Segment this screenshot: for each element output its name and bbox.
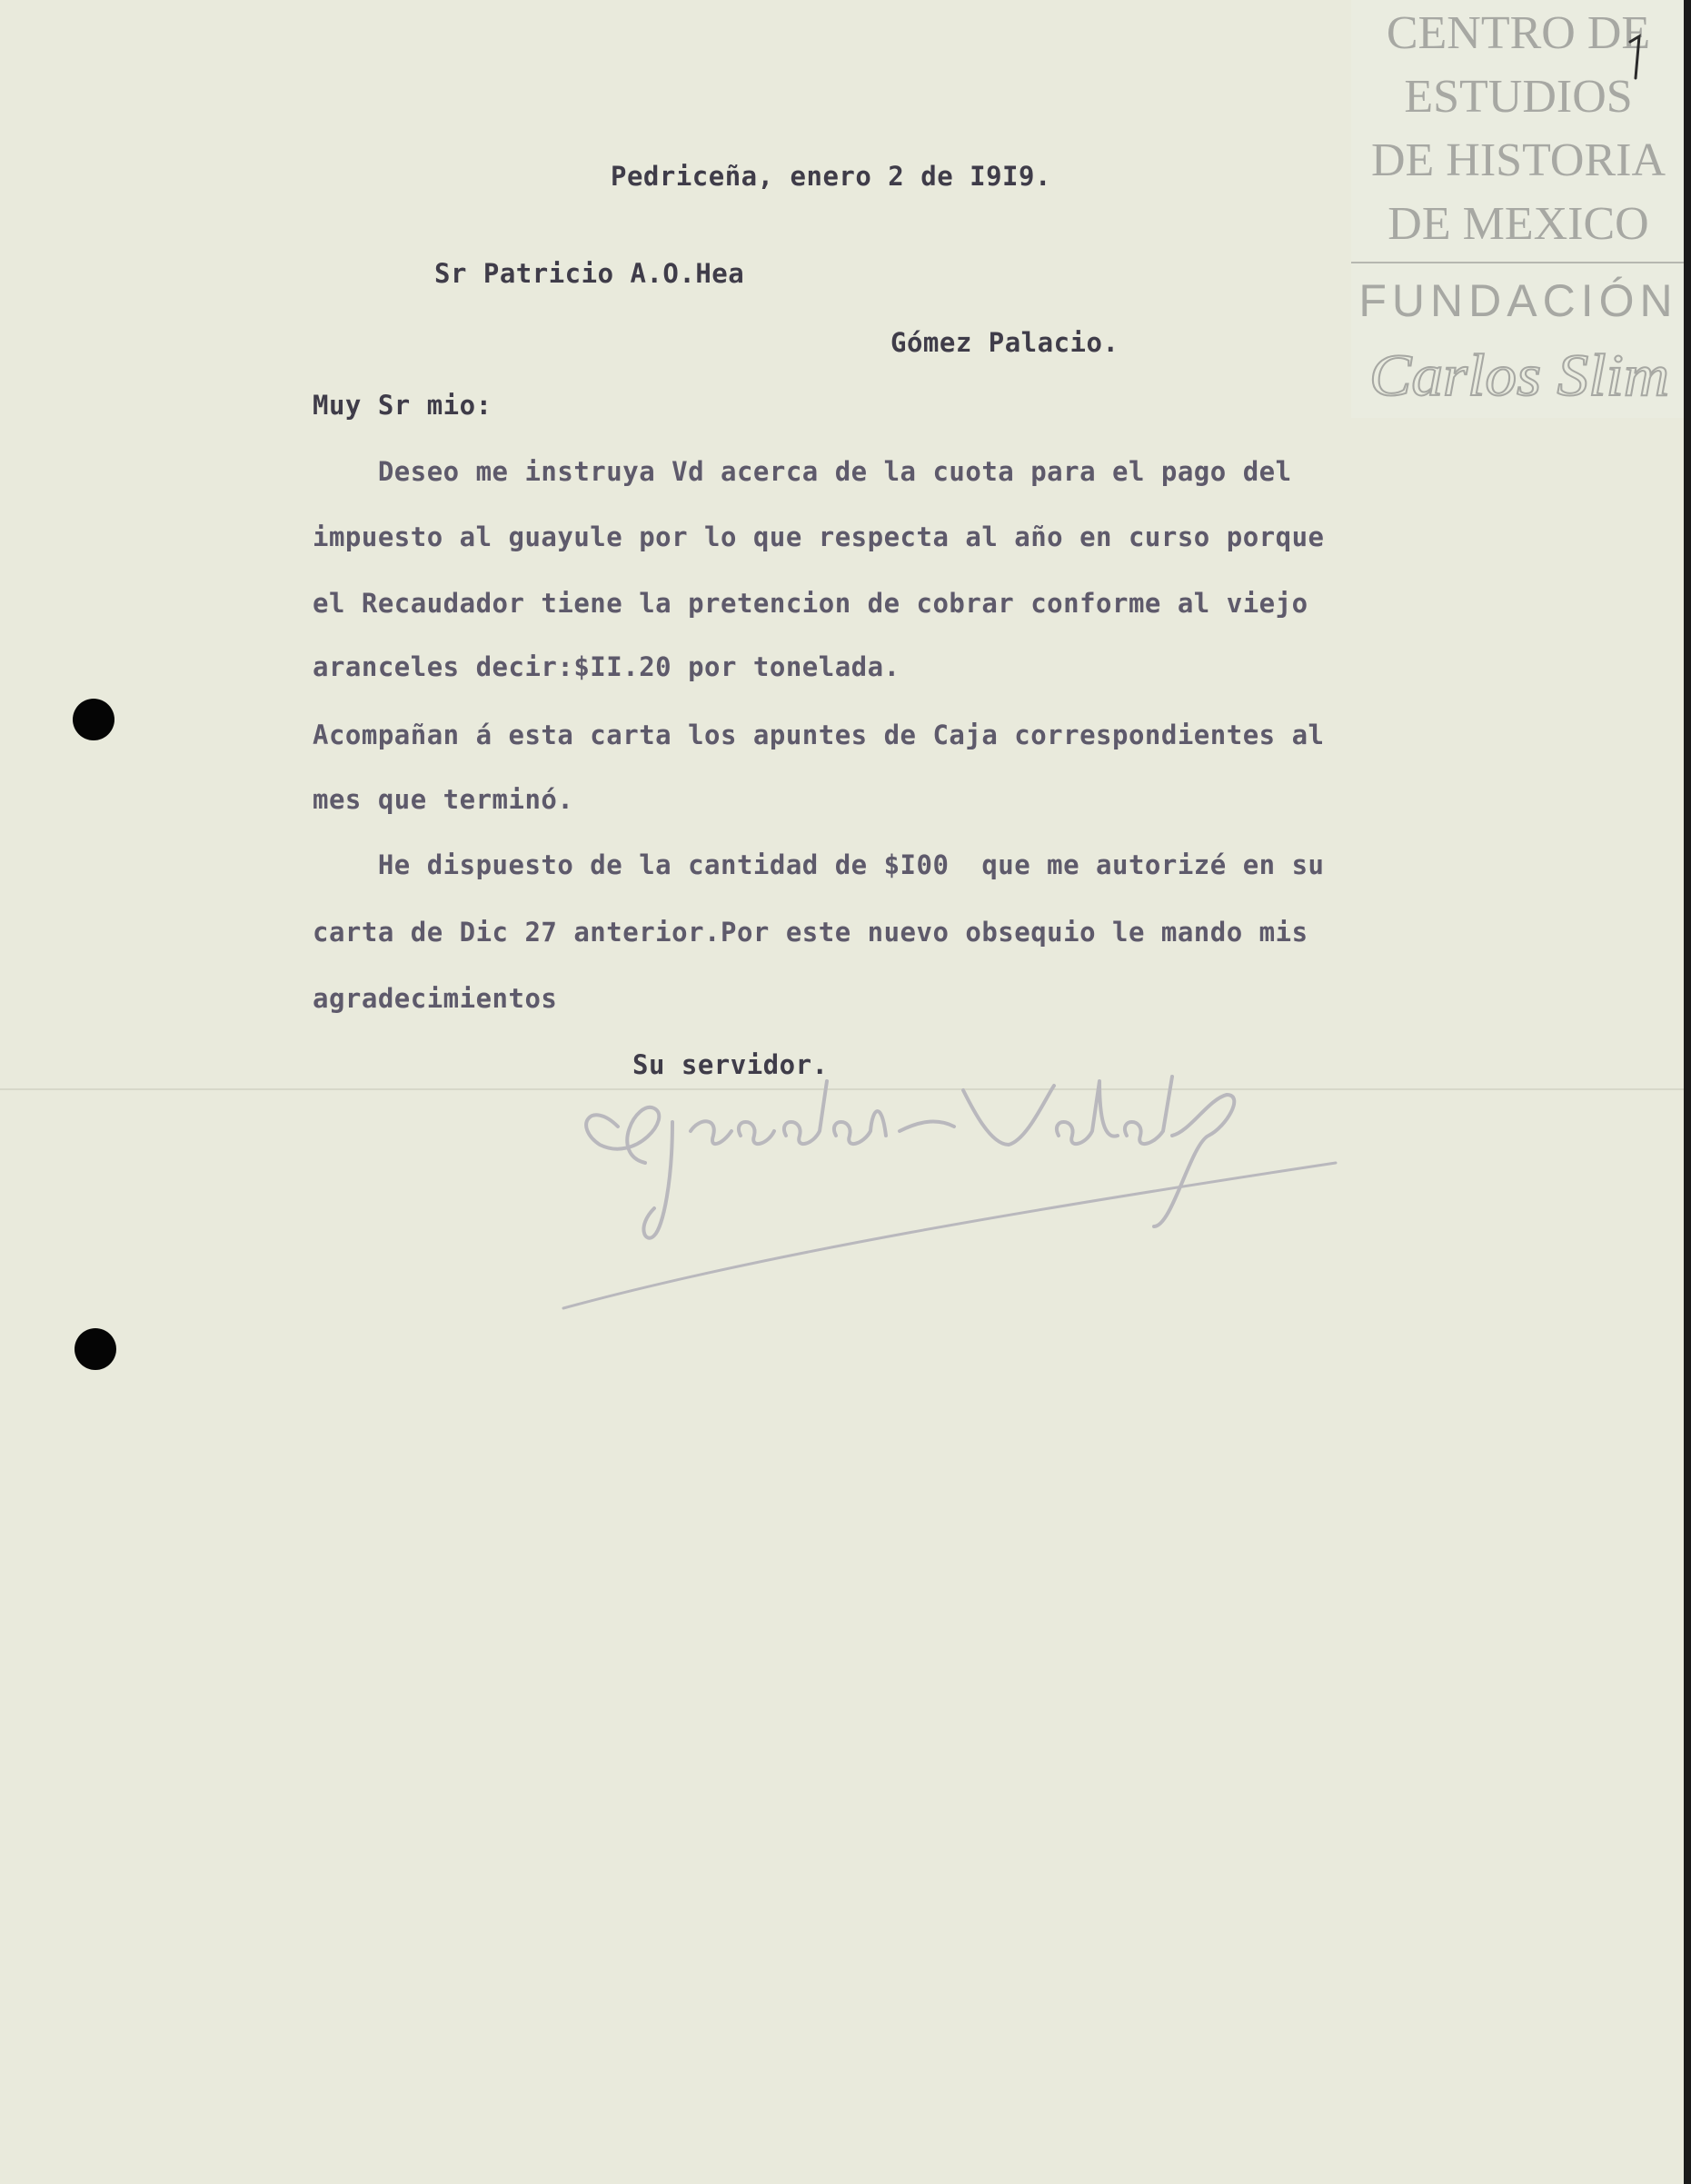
- body-line: aranceles decir:$II.20 por tonelada.: [313, 651, 900, 682]
- svg-text:Carlos Slim: Carlos Slim: [1369, 342, 1669, 409]
- body-line: impuesto al guayule por lo que respecta al año en curso porque: [313, 521, 1325, 552]
- recipient-city: Gómez Palacio.: [890, 327, 1119, 358]
- recipient-name: Sr Patricio A.O.Hea: [434, 258, 745, 289]
- closing: Su servidor.: [632, 1049, 829, 1080]
- watermark-line: DE HISTORIA: [1370, 134, 1666, 186]
- body-line: Acompañan á esta carta los apuntes de Caja correspondientes al: [313, 720, 1325, 750]
- watermark-fundacion: FUNDACIÓN: [1358, 275, 1678, 326]
- body-line: Deseo me instruya Vd acerca de la cuota para el pago del: [313, 456, 1292, 487]
- folio-mark: [1626, 31, 1645, 85]
- watermark-line: ESTUDIOS: [1404, 71, 1633, 123]
- body-line: He dispuesto de la cantidad de $I00 que me autorizé en su: [313, 849, 1325, 880]
- watermark-line: CENTRO DE: [1386, 7, 1651, 59]
- date-line: Pedriceña, enero 2 de I9I9.: [611, 161, 1051, 192]
- body-line: mes que terminó.: [313, 784, 574, 815]
- scan-edge: [1684, 0, 1691, 2184]
- punch-hole: [73, 699, 114, 740]
- carlos-slim-logo: [1360, 336, 1678, 418]
- watermark-divider: [1351, 262, 1686, 263]
- punch-hole: [75, 1328, 116, 1370]
- salutation: Muy Sr mio:: [313, 390, 492, 421]
- watermark-line: DE MEXICO: [1388, 198, 1649, 250]
- body-line: carta de Dic 27 anterior.Por este nuevo obsequio le mando mis: [313, 917, 1308, 948]
- body-line: el Recaudador tiene la pretencion de cobrar conforme al viejo: [313, 588, 1308, 619]
- signature-image: [536, 1045, 1354, 1317]
- body-line: agradecimientos: [313, 983, 558, 1014]
